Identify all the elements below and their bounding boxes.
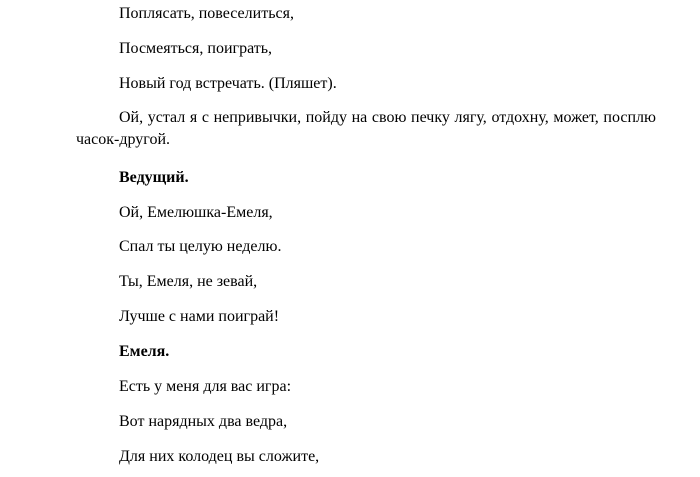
- speaker-heading: Ведущий.: [119, 169, 189, 186]
- verse-line: Есть у меня для вас игра:: [119, 378, 292, 395]
- verse-line: Ты, Емеля, не зевай,: [119, 273, 258, 290]
- verse-line: Посмеяться, поиграть,: [119, 40, 273, 57]
- verse-line: Лучше с нами поиграй!: [119, 308, 280, 325]
- prose-paragraph: Ой, устал я с непривычки, пойду на свою печку лягу, отдохну, может, посплю часок-другой.: [76, 109, 656, 148]
- verse-line: Вот нарядных два ведра,: [119, 413, 288, 430]
- verse-line: Для них колодец вы сложите,: [119, 448, 320, 465]
- verse-line: Спал ты целую неделю.: [119, 238, 282, 255]
- verse-line: Поплясать, повеселиться,: [119, 5, 294, 22]
- verse-line: Новый год встречать. (Пляшет).: [119, 75, 337, 92]
- verse-line: Ой, Емелюшка-Емеля,: [119, 204, 273, 221]
- speaker-heading: Емеля.: [119, 343, 170, 360]
